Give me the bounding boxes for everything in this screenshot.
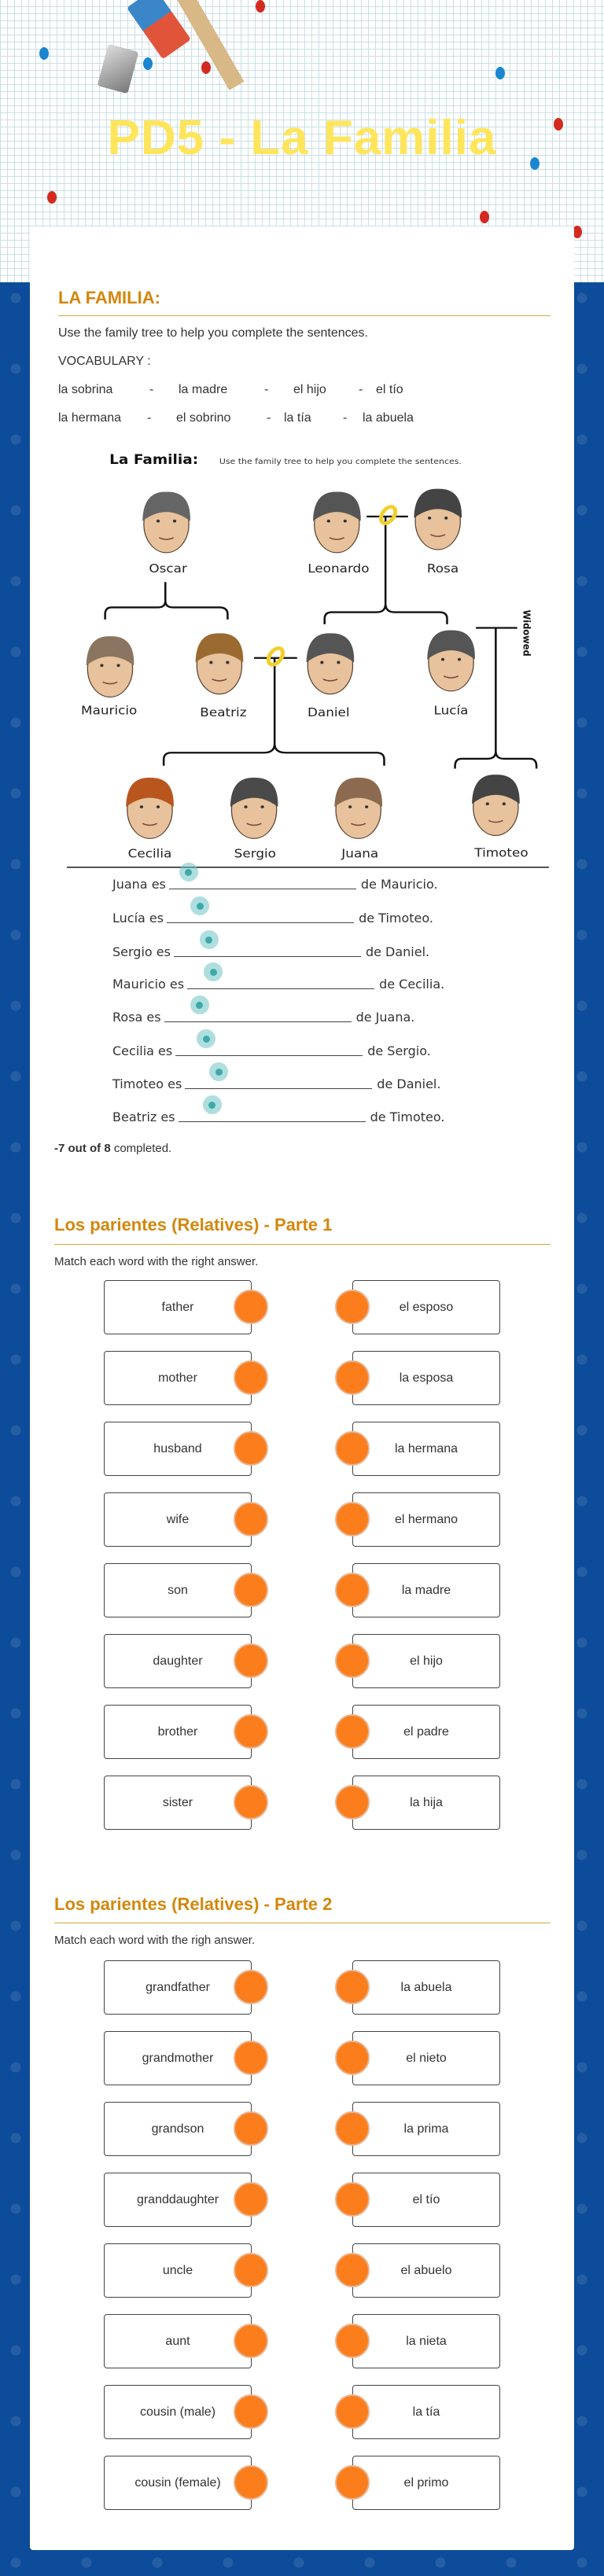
separator: -	[149, 383, 154, 396]
match-right-label: el hermano	[394, 1512, 459, 1526]
match-left-item[interactable]	[104, 1422, 252, 1476]
match-left-item[interactable]	[104, 2456, 252, 2510]
match-right-item[interactable]	[352, 1351, 500, 1405]
sentence	[112, 875, 438, 892]
match-right-item[interactable]	[352, 1492, 500, 1547]
answer-blank[interactable]	[167, 909, 354, 923]
sentence-end: de Timoteo.	[370, 1110, 445, 1124]
match-right-item[interactable]	[352, 2243, 500, 2298]
match-left-item[interactable]	[104, 2385, 252, 2439]
sentence-start: Beatriz es	[112, 1110, 175, 1124]
sentence-end: de Sergio.	[367, 1043, 431, 1058]
match-left-item[interactable]	[104, 1492, 252, 1547]
tree-subtitle: Use the family tree to help you complete the sentences.	[219, 457, 462, 466]
answer-blank[interactable]	[185, 1075, 372, 1089]
connector-handle[interactable]	[234, 1573, 268, 1607]
sentence-start: Rosa es	[112, 1010, 161, 1025]
person-face-icon	[142, 491, 190, 552]
match-left-item[interactable]	[104, 1280, 252, 1334]
connector-handle[interactable]	[234, 1290, 268, 1324]
connector-handle[interactable]	[335, 2465, 370, 2500]
match-right-label: la tía	[412, 2405, 440, 2419]
match-right-label: la hermana	[394, 1441, 459, 1455]
match-left-label: grandfather	[145, 1980, 210, 1994]
vocab-word: la sobrina	[58, 383, 113, 396]
person-name: Lucía	[433, 703, 469, 718]
person-face-icon	[414, 489, 462, 550]
person-face-icon	[313, 491, 361, 552]
drop-target-icon[interactable]	[209, 1062, 228, 1081]
match-right-label: el primo	[403, 2475, 449, 2490]
connector-handle[interactable]	[335, 1502, 370, 1536]
connector-handle[interactable]	[234, 2465, 268, 2500]
match-left-item[interactable]	[104, 2102, 252, 2156]
match-right-item[interactable]	[352, 2456, 500, 2510]
drop-target-icon[interactable]	[203, 1095, 222, 1114]
wedding-ring-icon	[378, 505, 399, 526]
section-heading: Los parientes (Relatives) - Parte 1	[54, 1215, 333, 1235]
sentence-end: de Daniel.	[365, 944, 430, 959]
connector-handle[interactable]	[335, 1714, 370, 1749]
connector-handle[interactable]	[335, 2111, 370, 2146]
section-heading: Los parientes (Relatives) - Parte 2	[54, 1894, 333, 1914]
connector-handle[interactable]	[234, 2182, 268, 2217]
person-name: Cecilia	[127, 846, 172, 861]
heading-divider	[58, 315, 551, 316]
match-left-label: sister	[162, 1795, 193, 1809]
connector-handle[interactable]	[234, 2041, 268, 2075]
match-left-label: husband	[153, 1441, 202, 1455]
match-right-label: el hijo	[410, 1654, 443, 1668]
match-right-item[interactable]	[352, 1280, 500, 1334]
drop-target-icon[interactable]	[204, 962, 223, 981]
answer-blank[interactable]	[164, 1008, 352, 1022]
red-dot	[480, 211, 489, 223]
blue-dot	[143, 57, 153, 70]
match-left-label: granddaughter	[136, 2192, 219, 2206]
connector-handle[interactable]	[335, 2041, 370, 2075]
match-right-label: la nieta	[406, 2334, 447, 2348]
person-name: Rosa	[426, 561, 459, 576]
connector-handle[interactable]	[335, 1970, 370, 2004]
sentence-end: de Timoteo.	[359, 911, 433, 926]
red-dot	[201, 61, 211, 74]
separator: -	[359, 383, 363, 396]
sentence-start: Juana es	[112, 877, 166, 892]
drop-target-icon[interactable]	[179, 863, 198, 881]
answer-blank[interactable]	[179, 1108, 366, 1122]
person-name: Daniel	[307, 705, 350, 719]
connector-handle[interactable]	[234, 1970, 268, 2004]
person-name: Beatriz	[200, 705, 247, 719]
sentence	[112, 1075, 440, 1091]
vocab-word: el hijo	[293, 383, 326, 396]
match-left-item[interactable]	[104, 1705, 252, 1759]
answer-blank[interactable]	[174, 943, 361, 957]
sentence-start: Mauricio es	[112, 977, 185, 992]
separator: -	[343, 411, 348, 425]
match-left-item[interactable]	[104, 1351, 252, 1405]
match-right-item[interactable]	[352, 1960, 500, 2015]
connector-handle[interactable]	[335, 2253, 370, 2287]
connector-handle[interactable]	[335, 1290, 370, 1324]
drop-target-icon[interactable]	[190, 896, 209, 915]
match-right-item[interactable]	[352, 2385, 500, 2439]
sentence-start: Sergio es	[112, 944, 171, 959]
heading-divider	[54, 1244, 551, 1245]
match-left-item[interactable]	[104, 1960, 252, 2015]
sentence	[112, 1008, 414, 1025]
blue-dot	[495, 67, 505, 79]
section-heading: LA FAMILIA:	[58, 288, 160, 307]
sentence-start: Cecilia es	[112, 1043, 173, 1058]
person-name: Mauricio	[81, 703, 138, 718]
person-face-icon	[472, 775, 520, 835]
match-right-label: la esposa	[399, 1371, 454, 1385]
separator: -	[264, 383, 269, 396]
match-left-item[interactable]	[104, 2173, 252, 2227]
match-left-item[interactable]	[104, 1634, 252, 1688]
match-left-label: uncle	[162, 2263, 193, 2277]
vocab-word: el sobrino	[176, 411, 231, 425]
instructions: Use the family tree to help you complete the sentences.	[58, 326, 368, 340]
person-face-icon	[307, 633, 355, 694]
person-name: Juana	[341, 846, 379, 861]
tree-divider	[67, 867, 549, 868]
person-name: Oscar	[149, 561, 187, 576]
drop-target-icon[interactable]	[200, 930, 219, 949]
red-dot	[47, 191, 57, 204]
match-right-label: la madre	[401, 1583, 451, 1597]
person-face-icon	[87, 636, 134, 697]
sentence-end: de Daniel.	[377, 1076, 441, 1091]
match-right-item[interactable]	[352, 1776, 500, 1830]
match-left-label: cousin (female)	[134, 2475, 221, 2490]
family-tree-image	[47, 393, 566, 865]
match-left-label: son	[168, 1583, 188, 1597]
match-right-label: el esposo	[399, 1300, 454, 1314]
match-left-item[interactable]	[104, 2314, 252, 2368]
connector-handle[interactable]	[234, 1431, 268, 1466]
drop-target-icon[interactable]	[197, 1029, 215, 1048]
score-label: completed.	[110, 1142, 172, 1155]
connector-handle[interactable]	[234, 1360, 268, 1395]
connector-handle[interactable]	[335, 1573, 370, 1607]
match-left-item[interactable]	[104, 1776, 252, 1830]
connector-handle[interactable]	[234, 1643, 268, 1678]
sentence	[112, 975, 444, 992]
connector-handle[interactable]	[335, 2324, 370, 2358]
connector-handle[interactable]	[234, 2253, 268, 2287]
answer-blank[interactable]	[175, 1042, 363, 1056]
match-right-label: el nieto	[406, 2051, 447, 2065]
match-left-item[interactable]	[104, 2031, 252, 2085]
match-right-label: la hija	[410, 1795, 443, 1809]
match-right-item[interactable]	[352, 1705, 500, 1759]
person-face-icon	[230, 778, 278, 838]
match-left-item[interactable]	[104, 1563, 252, 1617]
match-right-label: el tío	[412, 2192, 440, 2206]
match-left-label: brother	[157, 1724, 198, 1739]
connector-handle[interactable]	[234, 2111, 268, 2146]
sentence	[112, 1042, 431, 1058]
sentence	[112, 1108, 445, 1124]
answer-blank[interactable]	[169, 875, 356, 889]
match-left-label: grandson	[151, 2122, 204, 2136]
instructions: Match each word with the right answer.	[54, 1255, 259, 1268]
match-left-label: aunt	[165, 2334, 190, 2348]
red-dot	[256, 0, 265, 13]
connector-handle[interactable]	[335, 1360, 370, 1395]
match-right-item[interactable]	[352, 1422, 500, 1476]
match-left-item[interactable]	[104, 2243, 252, 2298]
widowed-label: Widowed	[521, 609, 532, 657]
separator: -	[267, 411, 271, 425]
connector-handle[interactable]	[234, 2324, 268, 2358]
match-right-item[interactable]	[352, 2173, 500, 2227]
person-face-icon	[126, 778, 174, 838]
sentence	[112, 909, 433, 926]
match-right-item[interactable]	[352, 1634, 500, 1688]
vocab-label: VOCABULARY :	[58, 355, 151, 368]
score-text	[54, 1142, 171, 1155]
match-right-item[interactable]	[352, 2031, 500, 2085]
sentence-start: Lucía es	[112, 911, 164, 926]
vocab-word: la tía	[284, 411, 311, 425]
sentence	[112, 943, 429, 959]
person-name: Sergio	[234, 846, 276, 861]
connector-handle[interactable]	[234, 2394, 268, 2429]
person-face-icon	[196, 633, 244, 694]
person-face-icon	[427, 630, 475, 690]
answer-blank[interactable]	[187, 975, 374, 989]
vocab-word: el tío	[376, 383, 403, 396]
match-left-label: grandmother	[142, 2051, 214, 2065]
blue-dot	[39, 47, 49, 60]
vocab-word: la abuela	[363, 411, 414, 425]
match-left-label: mother	[158, 1371, 197, 1385]
wedding-ring-icon	[266, 646, 286, 667]
drop-target-icon[interactable]	[190, 995, 209, 1014]
match-left-label: wife	[166, 1512, 190, 1526]
connector-handle[interactable]	[234, 1502, 268, 1536]
vocab-word: la hermana	[58, 411, 122, 425]
person-name: Leonardo	[308, 561, 370, 576]
tree-title: La Familia:	[109, 452, 199, 468]
match-right-label: el padre	[403, 1724, 449, 1739]
vocab-word: la madre	[179, 383, 228, 396]
match-left-label: cousin (male)	[139, 2405, 216, 2419]
match-right-item[interactable]	[352, 2102, 500, 2156]
sentence-start: Timoteo es	[112, 1076, 182, 1091]
score-count: -7 out of 8	[54, 1142, 111, 1155]
match-right-label: el abuelo	[400, 2263, 452, 2277]
match-right-label: la prima	[403, 2122, 449, 2136]
match-left-label: father	[161, 1300, 194, 1314]
connector-handle[interactable]	[234, 1714, 268, 1749]
connector-handle[interactable]	[335, 1643, 370, 1678]
connector-handle[interactable]	[335, 2394, 370, 2429]
connector-handle[interactable]	[335, 1785, 370, 1820]
connector-handle[interactable]	[234, 1785, 268, 1820]
sentence-end: de Juana.	[355, 1010, 415, 1025]
connector-handle[interactable]	[335, 1431, 370, 1466]
match-right-label: la abuela	[400, 1980, 452, 1994]
instructions: Match each word with the righ answer.	[54, 1934, 256, 1947]
sentence-end: de Mauricio.	[360, 877, 438, 892]
match-left-label: daughter	[153, 1654, 203, 1668]
page-title: PD5 - La Familia	[107, 111, 497, 165]
separator: -	[147, 411, 152, 425]
match-right-item[interactable]	[352, 2314, 500, 2368]
connector-handle[interactable]	[335, 2182, 370, 2217]
person-name: Timoteo	[474, 845, 528, 860]
sentence-end: de Cecilia.	[379, 977, 445, 992]
person-face-icon	[334, 778, 382, 838]
match-right-item[interactable]	[352, 1563, 500, 1617]
